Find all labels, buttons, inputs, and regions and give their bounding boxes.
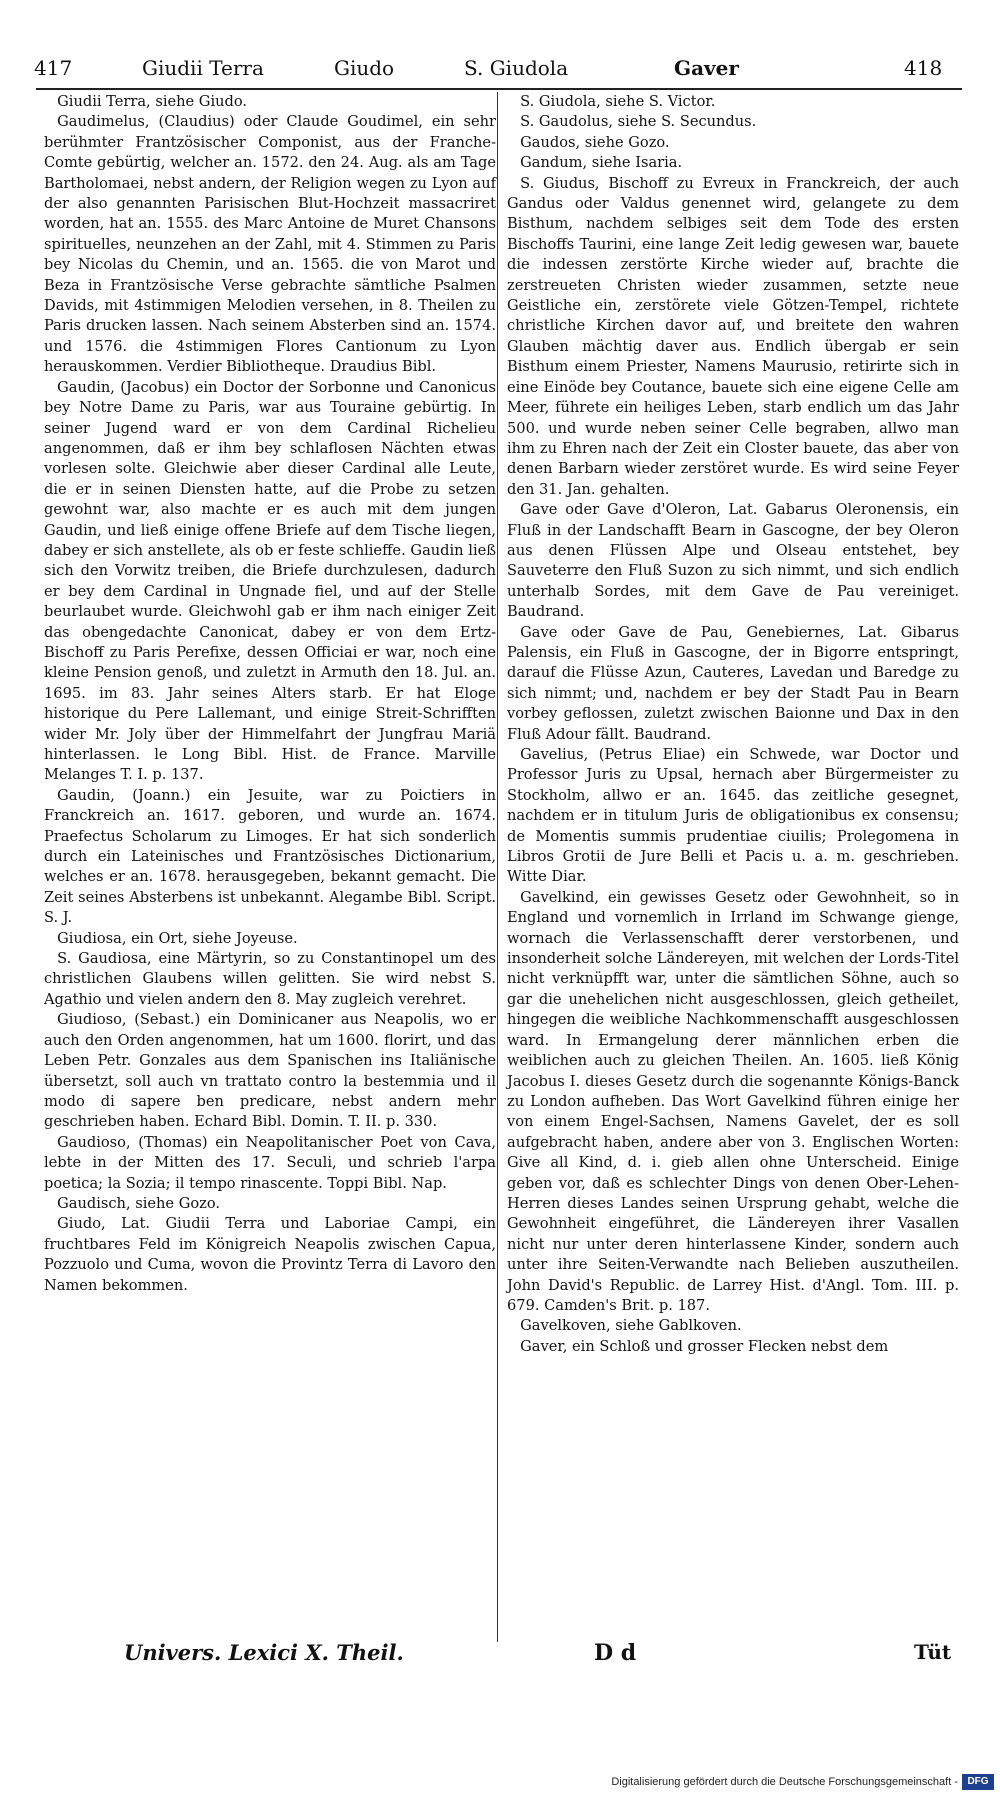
right-column xyxy=(507,92,959,1357)
header-rule xyxy=(36,88,962,90)
entry: Giudioso, (Sebast.) ein Dominicaner aus Neapolis, wo er auch den Orden angenommen, hat um 1600. florirt, und das Leben Petr. Gonzales aus dem Spanischen ins Italiänische übersetzt, soll auch vn trattato contro la bestemmia und il modo di sapere ben predicare, nebst andern mehr geschrieben haben. Echard Bibl. Domin. T. II. p. 330. xyxy=(44,1011,496,1131)
entry: S. Giudus, Bischoff zu Evreux in Franckreich, der auch Gandus oder Valdus genennet wird, gelangete zu dem Bisthum, nachdem selbiges seit dem Tode des ersten Bischoffs Taurini, eine lange Zeit ledig gewesen war, bauete die indessen zerstörte Kirche wieder auf, brachte die zerstreueten Christen wieder zusammen, setzte neue Geistliche ein, zerstörete viele Götzen-Tempel, richtete christliche Kirchen davor auf, und breitete den wahren Glauben mächtig daver aus. Endlich übergab er sein Bisthum einem Priester, Namens Maurusio, retirirte sich in eine Einöde bey Coutance, bauete sich eine eigene Celle am Meer, führete ein heiliges Leben, starb endlich um das Jahr 500. und wurde neben seiner Celle begraben, allwo man ihm zu Ehren nach der Zeit ein Closter bauete, das aber von denen Barbarn wieder zerstöret wurde. Es wird seine Feyer den 31. Jan. gehalten. xyxy=(507,174,959,498)
running-head-left: Giudii Terra xyxy=(142,56,264,80)
entry: Gaudimelus, (Claudius) oder Claude Goudimel, ein sehr berühmter Frantzösischer Componist, aus der Franche-Comte gebürtig, welcher an. 1572. den 24. Aug. als am Tage Bartholomaei, nebst andern, der Religion wegen zu Lyon auf der also genannten Parisischen Blut-Hochzeit massacriret worden, hat an. 1555. des Marc Antoine de Muret Chansons spirituelles, neunzehen an der Zahl, mit 4. Stimmen zu Paris bey Nicolas du Chemin, und an. 1565. die von Marot und Beza in Frantzösische Verse gebrachte sämtliche Psalmen Davids, mit 4stimmigen Melodien versehen, in 8. Theilen zu Paris drucken lassen. Nach seinem Absterben sind an. 1574. und 1576. die 4stimmigen Flores Cantionum zu Lyon herauskommen. Verdier Bibliotheque. Draudius Bibl. xyxy=(44,113,496,376)
digitization-note: Digitalisierung gefördert durch die Deutsche Forschungsgemeinschaft - xyxy=(611,1776,958,1788)
signature-mark: D d xyxy=(594,1640,637,1666)
entry: Gavelkoven, siehe Gablkoven. xyxy=(520,1317,742,1335)
entry: Gave oder Gave d'Oleron, Lat. Gabarus Oleronensis, ein Fluß in der Landschafft Bearn in Gascogne, der bey Oleron aus denen Flüssen Alpe und Olseau entstehet, bey Sauveterre den Fluß Suzon zu sich nimmt, und sich endlich unterhalb Sordes, mit dem Gave de Pau vereiniget. Baudrand. xyxy=(507,501,959,621)
entry: S. Gaudolus, siehe S. Secundus. xyxy=(520,113,757,131)
entry: Gavelius, (Petrus Eliae) ein Schwede, war Doctor und Professor Juris zu Upsal, hernach aber Bürgermeister zu Stockholm, allwo er an. 1645. das zeitliche gesegnet, nachdem er in titulum Juris de obligationibus ex consensu; de Momentis summis prudentiae ciuilis; Prolegomena in Libros Grotii de Jure Belli et Pacis u. a. m. geschrieben. Witte Diar. xyxy=(507,746,959,886)
entry: Gandum, siehe Isaria. xyxy=(520,154,683,172)
left-column xyxy=(44,92,496,1296)
entry: Gaudin, (Joann.) ein Jesuite, war zu Poictiers in Franckreich an. 1617. geboren, und wurde an. 1674. Praefectus Scholarum zu Limoges. Er hat sich sonderlich durch ein Lateinisches und Frantzösisches Dictionarium, welches er an. 1678. herausgegeben, bekannt gemacht. Die Zeit seines Absterbens ist unbekannt. Alegambe Bibl. Script. S. J. xyxy=(44,786,496,927)
entry: Gave oder Gave de Pau, Genebiernes, Lat. Gibarus Palensis, ein Fluß in Gascogne, der in Bigorre entspringt, darauf die Flüsse Azun, Cauteres, Lavedan und Baredge zu sich nimmt; und, nachdem er bey der Stadt Pau in Bearn vorbey geflossen, zuletzt zwischen Baionne und Dax in den Fluß Adour fällt. Baudrand. xyxy=(507,623,959,743)
entry: Gavelkind, ein gewisses Gesetz oder Gewohnheit, so in England und vornemlich in Irrland im Schwange gienge, wornach die Verlassenschafft derer verstorbenen, und insonderheit solche Ländereyen, mit welchen der Lords-Titel nicht verknüpfft war, unter die sämtlichen Söhne, auch so gar die unehelichen nicht ausgeschlossen, gleich getheilet, hingegen die weibliche Nachkommenschafft ausgeschlossen ward. In Ermangelung derer männlichen erben die weiblichen auch zu gleichen Theilen. An. 1605. ließ König Jacobus I. dieses Gesetz durch die sogenannte Königs-Banck zu London aufheben. Das Wort Gavelkind führen einige her von einem Engel-Sachsen, Namens Gavelet, der es soll aufgebracht haben, andere aber von 3. Englischen Worten: Give all Kind, d. i. gieb allen ohne Unterscheid. Einige geben vor, daß es schlechter Dings von denen Ober-Lehen-Herren dieses Landes seinen Ursprung gehabt, welche die Gewohnheit eingeführet, die Ländereyen ihrer Vasallen nicht nur unter deren hinterlassene Kinder, sondern auch unter ihre Seiten-Verwandte nach Belieben auszutheilen. John David's Republic. de Larrey Hist. d'Angl. Tom. III. p. 679. Camden's Brit. p. 187. xyxy=(507,888,959,1314)
running-header xyxy=(34,56,964,86)
entry: Gaudioso, (Thomas) ein Neapolitanischer Poet von Cava, lebte in der Mitten des 17. Seculi, und schrieb l'arpa poetica; la Sozia; il tempo rinascente. Toppi Bibl. Nap. xyxy=(44,1133,496,1192)
column-divider xyxy=(497,92,498,1642)
entry: Gaudisch, siehe Gozo. xyxy=(57,1194,221,1212)
running-head-right-1: S. Giudola xyxy=(464,56,569,80)
entry: Giudii Terra, siehe Giudo. xyxy=(57,93,248,110)
entry: Gaver, ein Schloß und grosser Flecken nebst dem xyxy=(520,1337,889,1355)
entry: S. Giudola, siehe S. Victor. xyxy=(520,93,716,110)
dfg-logo: DFG xyxy=(962,1774,994,1790)
running-head-center: Giudo xyxy=(334,56,395,80)
entry: Giudiosa, ein Ort, siehe Joyeuse. xyxy=(57,929,298,947)
catchword: Tüt xyxy=(914,1640,952,1664)
entry: Giudo, Lat. Giudii Terra und Laboriae Campi, ein fruchtbares Feld im Königreich Neapolis zwischen Capua, Pozzuolo und Cuma, wovon die Provintz Terra di Lavoro den Namen bekommen. xyxy=(44,1215,496,1294)
page-number-left: 417 xyxy=(34,56,73,80)
digitization-banner xyxy=(0,1768,1000,1799)
entry: S. Gaudiosa, eine Märtyrin, so zu Constantinopel um des christlichen Glaubens willen gelitten. Sie wird nebst S. Agathio und vielen andern den 8. May zugleich verehret. xyxy=(44,950,496,1008)
running-head-right-2: Gaver xyxy=(674,56,739,80)
signature-line: Univers. Lexici X. Theil. xyxy=(124,1640,404,1665)
entry: Gaudin, (Jacobus) ein Doctor der Sorbonne und Canonicus bey Notre Dame zu Paris, war aus Touraine gebürtig. In seiner Jugend ward er von dem Cardinal Richelieu angenommen, daß er ihm bey schlaflosen Nächten etwas vorlesen solte. Gleichwie aber dieser Cardinal alle Leute, die er in seinen Diensten hatte, auf die Probe zu setzen gewohnt war, also machte er es auch mit dem jungen Gaudin, und ließ einige offene Briefe auf dem Tische liegen, dabey er sich anstellete, als ob er feste schlieffe. Gaudin ließ sich den Vorwitz treiben, die Briefe durchzulesen, dadurch er bey dem Cardinal in Ungnade fiel, und auf der Stelle beurlaubet wurde. Gleichwohl gab er ihm nach einiger Zeit das obengedachte Canonicat, dabey er von dem Ertz-Bischoff zu Paris Perefixe, dessen Officiai er war, noch eine kleine Pension genoß, und zuletzt in Armuth den 18. Jul. an. 1695. im 83. Jahr seines Alters starb. Er hat Eloge historique du Pere Lallemant, und einige Streit-Schrifften wider Mr. Joly über der Himmelfahrt der Jungfrau Mariä hinterlassen. le Long Bibl. Hist. de France. Marville Melanges T. I. p. 137. xyxy=(44,378,496,784)
page-footer xyxy=(34,1640,964,1674)
page-number-right: 418 xyxy=(904,56,943,80)
entry: Gaudos, siehe Gozo. xyxy=(520,133,670,151)
